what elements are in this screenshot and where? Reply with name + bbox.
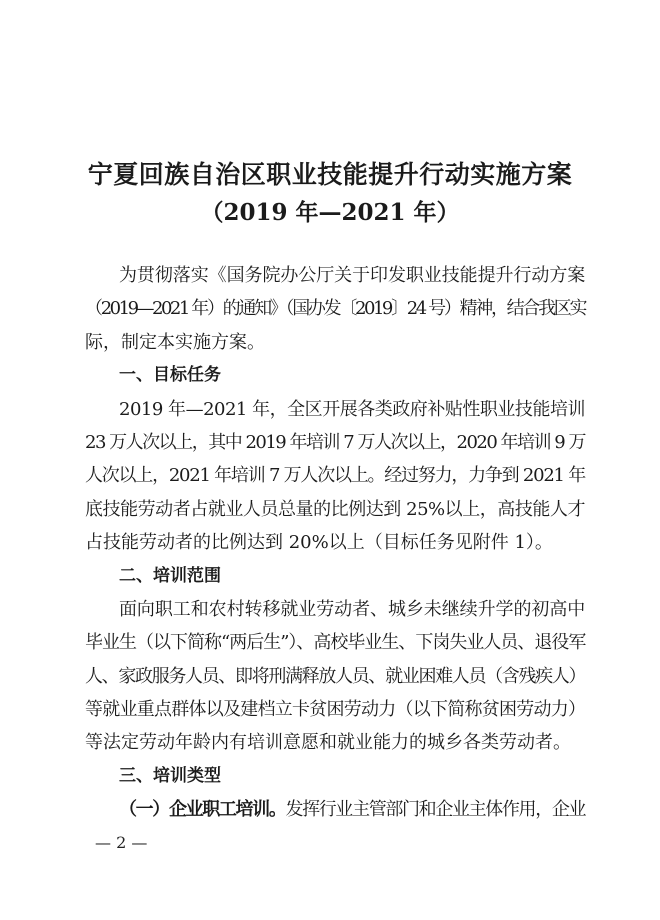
document-subtitle: （2019 年—2021 年）: [200, 199, 460, 226]
goals-line: 2019 年—2021 年，全区开展各类政府补贴性职业技能培训: [119, 398, 585, 420]
scope-line: 人、家政服务人员、即将刑满释放人员、就业困难人员（含残疾人）: [85, 665, 585, 687]
scope-line: 毕业生（以下简称“两后生”）、高校毕业生、下岗失业人员、退役军: [85, 632, 586, 654]
goals-line: 占技能劳动者的比例达到 20%以上（目标任务见附件 1）。: [85, 532, 553, 554]
types-line-text: 发挥行业主管部门和企业主体作用，企业: [285, 799, 586, 821]
scope-line: 面向职工和农村转移就业劳动者、城乡未继续升学的初高中: [119, 598, 585, 620]
subsection-title-enterprise-training: （一）企业职工培训。: [119, 799, 286, 821]
document-title: 宁夏回族自治区职业技能提升行动实施方案: [87, 160, 573, 189]
goals-line: 人次以上，2021 年培训 7 万人次以上。经过努力，力争到 2021 年: [85, 465, 585, 487]
document-body: [85, 259, 585, 827]
section-heading-goals: 一、目标任务: [119, 365, 221, 386]
intro-line: （2019—2021 年）的通知》（国办发〔2019〕24 号）精神，结合我区实: [85, 298, 585, 320]
scope-line: 等法定劳动年龄内有培训意愿和就业能力的城乡各类劳动者。: [85, 732, 571, 754]
page-number: — 2 —: [95, 833, 148, 852]
section-heading-scope: 二、培训范围: [119, 565, 221, 586]
goals-line: 底技能劳动者占就业人员总量的比例达到 25%以上，高技能人才: [85, 498, 585, 520]
types-line: [85, 793, 585, 826]
intro-line: 际，制定本实施方案。: [85, 331, 265, 353]
section-heading-types: 三、培训类型: [119, 765, 221, 786]
goals-line: 23 万人次以上，其中 2019 年培训 7 万人次以上，2020 年培训 9 万: [85, 431, 585, 453]
scope-line: 等就业重点群体以及建档立卡贫困劳动力（以下简称贫困劳动力）: [85, 699, 586, 721]
intro-line: 为贯彻落实《国务院办公厅关于印发职业技能提升行动方案: [119, 265, 585, 286]
